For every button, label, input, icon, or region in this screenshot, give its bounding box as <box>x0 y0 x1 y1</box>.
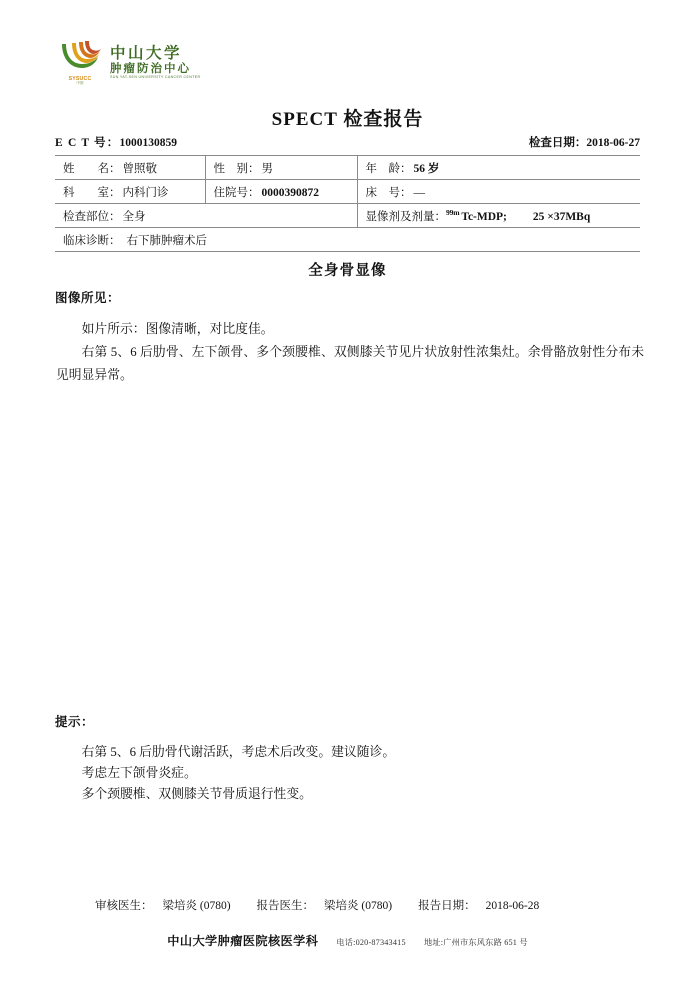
patient-info-table <box>55 155 640 252</box>
org-name-university: 中山大学 <box>110 42 183 62</box>
patient-sex-value: 男 <box>261 162 273 175</box>
exam-date-value: 2018-06-27 <box>586 137 640 149</box>
exam-date-group <box>529 134 640 150</box>
clinical-diagnosis-value: 右下肺肿瘤术后 <box>126 234 207 247</box>
clinical-diagnosis-label: 临床诊断： <box>63 234 121 247</box>
ect-number-row <box>55 134 640 150</box>
impression-line: 右第 5、6 后肋骨代谢活跃，考虑术后改变。建议随诊。 <box>81 745 396 759</box>
reviewer-group <box>95 897 257 913</box>
tracer-name-value: Tc-MDP; <box>461 210 507 223</box>
table-row <box>55 228 640 252</box>
logo-abbr-en: SYSUCC <box>68 75 92 82</box>
footer-address: 地址:广州市东风东路 651 号 <box>424 938 528 947</box>
impression-body <box>56 742 644 805</box>
department-value: 内科门诊 <box>122 186 169 199</box>
patient-sex-cell <box>205 156 357 180</box>
footer-organization: 中山大学肿瘤医院核医学科 <box>167 934 319 948</box>
reviewer-label: 审核医生： <box>95 900 153 912</box>
reporter-group <box>257 897 419 913</box>
findings-paragraph: 右第 5、6 后肋骨、左下颌骨、多个颈腰椎、双侧膝关节见片状放射性浓集灶。余骨骼放射性分布未见明显异常。 <box>56 345 644 382</box>
footer-phone: 电话:020-87343415 <box>336 938 406 947</box>
clinical-diagnosis-cell <box>55 228 640 252</box>
department-cell <box>55 180 205 204</box>
bed-number-cell <box>357 180 640 204</box>
table-row <box>55 204 640 228</box>
logo-abbr-cn: 中肿 <box>76 81 84 86</box>
study-heading: 全身骨显像 <box>308 263 387 279</box>
impression-line: 考虑左下颌骨炎症。 <box>81 766 197 780</box>
tracer-dose-value: 25 ×37MBq <box>532 210 591 223</box>
table-row <box>55 156 640 180</box>
findings-body <box>56 318 644 387</box>
sysucc-swoosh-logo-icon <box>58 38 102 86</box>
report-date-label: 报告日期： <box>418 900 476 912</box>
report-date-value: 2018-06-28 <box>485 900 540 912</box>
patient-name-value: 曾照敬 <box>122 162 157 175</box>
patient-sex-label: 性 别： <box>213 162 260 175</box>
department-label: 科 室： <box>63 186 121 199</box>
page-title: SPECT 检查报告 <box>271 109 424 130</box>
exam-site-label: 检查部位： <box>63 210 121 223</box>
admission-number-value: 0000390872 <box>261 186 319 199</box>
tracer-isotope-superscript: 99m <box>446 207 460 217</box>
ect-number-value: 1000130859 <box>119 137 177 149</box>
exam-date-label: 检查日期： <box>528 137 587 149</box>
letterhead <box>58 38 200 86</box>
report-date-group <box>418 897 565 913</box>
bed-number-value: — <box>413 186 425 199</box>
bed-number-label: 床 号： <box>365 186 412 199</box>
findings-paragraph: 如片所示：图像清晰，对比度佳。 <box>81 322 274 336</box>
reporter-value: 梁培炎 (0780) <box>324 900 393 912</box>
ect-number-group <box>55 134 177 150</box>
findings-label: 图像所见： <box>55 290 121 305</box>
patient-age-label: 年 龄： <box>365 162 412 175</box>
impression-label: 提示： <box>55 714 95 729</box>
reviewer-value: 梁培炎 (0780) <box>162 900 231 912</box>
exam-site-cell <box>55 204 357 228</box>
logo-abbreviation <box>58 77 102 86</box>
table-row <box>55 180 640 204</box>
admission-number-label: 住院号： <box>213 186 260 199</box>
org-name-center: 肿瘤防治中心 <box>110 60 191 75</box>
footer-contact <box>336 937 527 948</box>
page-footer <box>0 932 695 949</box>
reporter-label: 报告医生： <box>256 900 315 912</box>
patient-age-value: 56 岁 <box>413 162 440 175</box>
organization-names <box>110 44 200 81</box>
org-name-english: SUN YAT-SEN UNIVERSITY CANCER CENTER <box>110 75 201 80</box>
patient-name-label: 姓 名： <box>63 162 121 175</box>
exam-site-value: 全身 <box>122 210 146 223</box>
patient-name-cell <box>55 156 205 180</box>
impression-line: 多个颈腰椎、双侧膝关节骨质退行性变。 <box>81 787 312 801</box>
patient-age-cell <box>357 156 640 180</box>
tracer-label: 显像剂及剂量： <box>365 210 446 223</box>
ect-number-label: E C T 号： <box>55 137 120 149</box>
admission-number-cell <box>205 180 357 204</box>
tracer-dose-cell <box>357 204 640 228</box>
signature-row <box>95 897 595 913</box>
